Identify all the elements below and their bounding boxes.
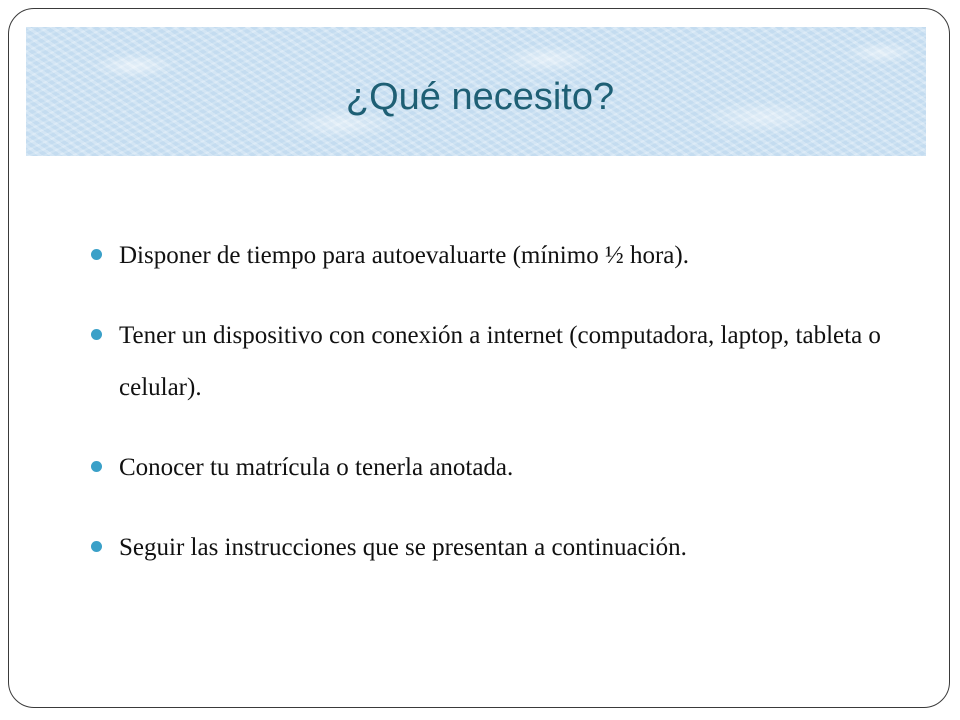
bullet-dot-icon xyxy=(91,329,102,340)
bullet-text: Tener un dispositivo con conexión a internet (computadora, laptop, tableta o celular). xyxy=(119,322,881,401)
bullet-item xyxy=(90,230,890,282)
bullet-item xyxy=(90,442,890,494)
bullet-text: Disponer de tiempo para autoevaluarte (mínimo ½ hora). xyxy=(119,242,689,269)
bullet-text: Conocer tu matrícula o tenerla anotada. xyxy=(119,454,514,481)
bullet-dot-icon xyxy=(91,249,102,260)
bullet-item xyxy=(90,522,890,574)
bullet-dot-icon xyxy=(91,541,102,552)
bullet-dot-icon xyxy=(91,461,102,472)
bullet-text: Seguir las instrucciones que se presentan a continuación. xyxy=(119,534,687,561)
slide-title: ¿Qué necesito? xyxy=(345,76,615,118)
bullet-item xyxy=(90,310,890,414)
bullet-list xyxy=(90,230,890,574)
